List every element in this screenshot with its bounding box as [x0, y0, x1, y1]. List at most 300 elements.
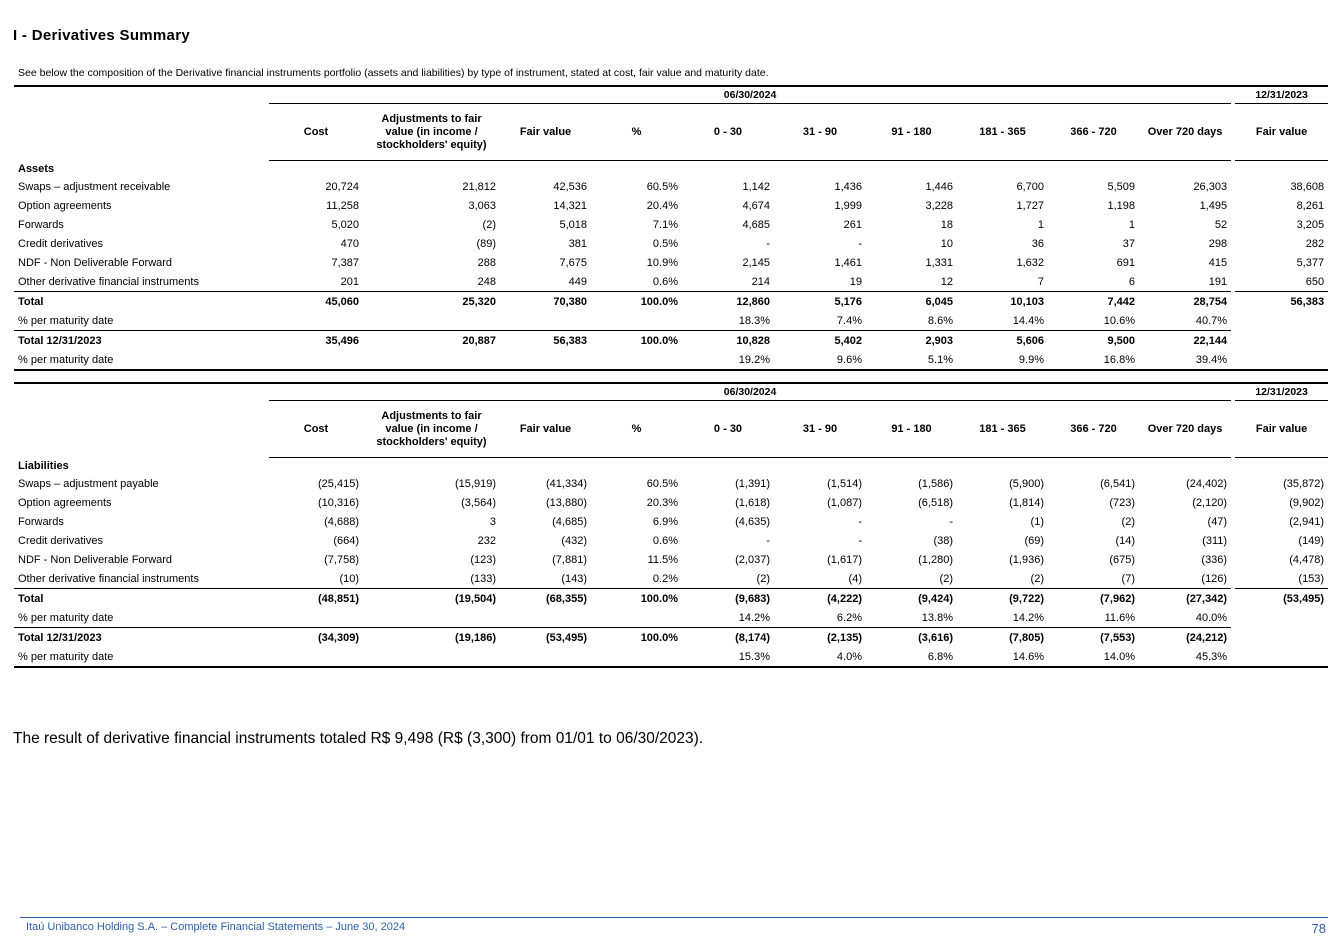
row-label: NDF - Non Deliverable Forward: [18, 553, 173, 566]
maturity-366-720-cell: 6: [1128, 275, 1135, 288]
maturity-366-720-header: 366 - 720: [1048, 104, 1139, 161]
adjustments-cell: [363, 350, 500, 370]
percent-cell: 60.5%: [646, 477, 678, 490]
maturity-366-720-cell: 691: [1116, 256, 1135, 269]
cost-cell: 5,020: [331, 218, 359, 231]
maturity-366-720-cell: 14.0%: [1103, 650, 1135, 663]
maturity-0-30-cell: 4,685: [742, 218, 770, 231]
period-current-header: 06/30/2024: [269, 86, 1231, 104]
row-label: Swaps – adjustment payable: [18, 477, 159, 490]
maturity-0-30-cell: 4,674: [742, 199, 770, 212]
fair-value-prior-cell: 8,261: [1296, 199, 1325, 212]
fair-value-cell: [500, 350, 591, 370]
fair-value-cell: 56,383: [500, 331, 591, 351]
cost-cell: 45,060: [269, 292, 363, 312]
maturity-181-365-cell: 14.2%: [1012, 611, 1044, 624]
pct-maturity-prior-row: [14, 350, 1328, 370]
pct-maturity-row: [14, 608, 1328, 628]
maturity-91-180-cell: (1,586): [918, 477, 953, 490]
maturity-91-180-cell: (6,518): [918, 496, 953, 509]
fair-value-prior-cell: (2,941): [1289, 515, 1325, 528]
percent-cell: 6.9%: [652, 515, 678, 528]
fair-value-prior-cell: 38,608: [1290, 180, 1325, 193]
adjustments-cell: 248: [477, 275, 496, 288]
maturity-over-720-cell: (24,402): [1186, 477, 1228, 490]
maturity-0-30-cell: -: [766, 237, 770, 250]
cost-header: Cost: [269, 104, 363, 161]
pct-maturity-prior-row: [14, 647, 1328, 667]
maturity-over-720-cell: 40.7%: [1195, 314, 1228, 327]
total-row: [14, 589, 1328, 609]
fair-value-prior-cell: [1235, 628, 1328, 648]
blank-cell: [14, 383, 269, 401]
adjustments-cell: (15,919): [455, 477, 496, 490]
fair-value-cell: 14,321: [553, 199, 587, 212]
row-label: Total: [14, 589, 269, 609]
maturity-91-180-cell: 3,228: [925, 199, 953, 212]
fair-value-header: Fair value: [500, 104, 591, 161]
period-header-row: [14, 86, 1328, 104]
maturity-0-30-cell: (8,174): [682, 628, 774, 648]
maturity-181-365-cell: 36: [1031, 237, 1044, 250]
maturity-31-90-cell: 1,436: [834, 180, 862, 193]
adjustments-header: Adjustments to fair value (in income / stockholders' equity): [363, 104, 500, 161]
period-prior-header: 12/31/2023: [1235, 383, 1328, 401]
maturity-over-720-cell: (126): [1201, 572, 1228, 585]
liabilities-table: [14, 382, 1328, 668]
pct-maturity-row: [14, 311, 1328, 331]
cost-cell: 470: [340, 237, 359, 250]
fair-value-prior-cell: 5,377: [1296, 256, 1325, 269]
fair-value-cell: (7,881): [552, 553, 587, 566]
table-row: [14, 474, 1328, 493]
maturity-91-180-cell: 2,903: [866, 331, 957, 351]
maturity-181-365-cell: 14.4%: [1012, 314, 1044, 327]
maturity-over-720-cell: (336): [1201, 553, 1228, 566]
percent-cell: 100.0%: [591, 628, 682, 648]
footer-divider: [20, 917, 1328, 918]
table-row: [14, 177, 1328, 196]
adjustments-cell: (89): [476, 237, 496, 250]
maturity-31-90-cell: 7.4%: [836, 314, 862, 327]
row-label: Option agreements: [18, 199, 112, 212]
adjustments-cell: 288: [477, 256, 496, 269]
fair-value-cell: (53,495): [500, 628, 591, 648]
page-number: 78: [1311, 921, 1326, 936]
cost-header: Cost: [269, 401, 363, 458]
maturity-181-365-cell: (7,805): [957, 628, 1048, 648]
adjustments-cell: (133): [470, 572, 496, 585]
row-label: % per maturity date: [18, 650, 114, 663]
maturity-over-720-header: Over 720 days: [1139, 104, 1231, 161]
maturity-91-180-cell: (1,280): [918, 553, 953, 566]
maturity-91-180-cell: -: [949, 515, 953, 528]
maturity-181-365-cell: 1,632: [1016, 256, 1044, 269]
maturity-over-720-cell: 45.3%: [1195, 650, 1228, 663]
maturity-91-180-cell: 12: [940, 275, 953, 288]
row-label: Total 12/31/2023: [14, 628, 269, 648]
section-label: Liabilities: [18, 460, 69, 472]
maturity-91-180-cell: 1,446: [925, 180, 953, 193]
percent-cell: 100.0%: [591, 589, 682, 609]
period-current-header: 06/30/2024: [269, 383, 1231, 401]
percent-cell: [591, 647, 682, 667]
maturity-31-90-header: 31 - 90: [774, 401, 866, 458]
row-label: Credit derivatives: [18, 534, 103, 547]
row-label: Other derivative financial instruments: [18, 275, 199, 288]
fair-value-prior-cell: [1235, 608, 1328, 628]
maturity-over-720-cell: 28,754: [1139, 292, 1231, 312]
table-row: [14, 531, 1328, 550]
percent-cell: 0.6%: [652, 275, 678, 288]
adjustments-cell: (3,564): [461, 496, 496, 509]
blank-cell: [14, 401, 269, 458]
adjustments-cell: 25,320: [363, 292, 500, 312]
fair-value-prior-cell: (4,478): [1289, 553, 1325, 566]
maturity-over-720-cell: 39.4%: [1195, 353, 1228, 366]
cost-cell: (664): [333, 534, 359, 547]
fair-value-prior-cell: (35,872): [1283, 477, 1325, 490]
maturity-366-720-cell: (2): [1121, 515, 1135, 528]
fair-value-cell: 7,675: [559, 256, 587, 269]
fair-value-prior-cell: (153): [1298, 572, 1325, 585]
maturity-0-30-cell: -: [766, 534, 770, 547]
maturity-366-720-cell: 11.6%: [1104, 611, 1135, 624]
maturity-31-90-cell: 5,176: [774, 292, 866, 312]
maturity-over-720-cell: 298: [1208, 237, 1228, 250]
maturity-181-365-cell: (1,814): [1009, 496, 1044, 509]
row-label: % per maturity date: [18, 314, 114, 327]
cost-cell: [269, 350, 363, 370]
blank-cell: [14, 86, 269, 104]
adjustments-cell: (19,504): [363, 589, 500, 609]
footer-company: Itaú Unibanco Holding S.A. – Complete Financial Statements – June 30, 2024: [26, 921, 406, 933]
maturity-181-365-cell: 10,103: [957, 292, 1048, 312]
cost-cell: 35,496: [269, 331, 363, 351]
maturity-0-30-cell: 1,142: [742, 180, 770, 193]
row-label: Total 12/31/2023: [14, 331, 269, 351]
fair-value-cell: 70,380: [500, 292, 591, 312]
section-label-row: [14, 458, 1328, 475]
maturity-91-180-header: 91 - 180: [866, 104, 957, 161]
maturity-0-30-cell: 2,145: [742, 256, 770, 269]
percent-cell: 20.3%: [646, 496, 678, 509]
maturity-181-365-cell: (1): [1030, 515, 1044, 528]
maturity-91-180-cell: (38): [933, 534, 953, 547]
maturity-91-180-cell: 8.6%: [927, 314, 953, 327]
maturity-31-90-cell: 19: [849, 275, 862, 288]
column-header-row: [14, 104, 1328, 161]
maturity-31-90-cell: -: [858, 534, 862, 547]
adjustments-cell: 232: [477, 534, 496, 547]
maturity-181-365-header: 181 - 365: [957, 104, 1048, 161]
percent-cell: 100.0%: [591, 331, 682, 351]
fair-value-prior-cell: (9,902): [1289, 496, 1325, 509]
maturity-91-180-cell: 10: [940, 237, 953, 250]
fair-value-prior-cell: 282: [1305, 237, 1325, 250]
table-row: [14, 569, 1328, 589]
maturity-91-180-cell: (9,424): [866, 589, 957, 609]
maturity-0-30-cell: 214: [751, 275, 770, 288]
maturity-366-720-cell: (675): [1109, 553, 1135, 566]
table-row: [14, 196, 1328, 215]
maturity-91-180-cell: 13.8%: [921, 611, 953, 624]
fair-value-prior-cell: [1235, 350, 1328, 370]
row-label: Other derivative financial instruments: [18, 572, 199, 585]
fair-value-cell: [500, 608, 591, 628]
period-prior-header: 12/31/2023: [1235, 86, 1328, 104]
percent-cell: 11.5%: [647, 553, 678, 566]
fair-value-cell: 381: [568, 237, 587, 250]
adjustments-cell: [363, 647, 500, 667]
section-label: Assets: [18, 163, 55, 175]
result-text: The result of derivative financial instruments totaled R$ 9,498 (R$ (3,300) from 01/01 to 06/30/2023).: [13, 730, 704, 747]
maturity-31-90-cell: (2,135): [774, 628, 866, 648]
maturity-31-90-cell: 261: [843, 218, 862, 231]
percent-cell: [591, 311, 682, 331]
fair-value-prior-cell: [1235, 311, 1328, 331]
maturity-91-180-cell: 6.8%: [927, 650, 953, 663]
maturity-181-365-cell: 9.9%: [1018, 353, 1044, 366]
adjustments-cell: [363, 608, 500, 628]
cost-cell: 201: [340, 275, 359, 288]
fair-value-cell: 42,536: [553, 180, 587, 193]
percent-cell: 0.5%: [652, 237, 678, 250]
fair-value-cell: 449: [568, 275, 587, 288]
maturity-31-90-cell: 1,999: [834, 199, 862, 212]
cost-cell: (48,851): [269, 589, 363, 609]
cost-cell: (4,688): [324, 515, 359, 528]
maturity-91-180-cell: (2): [939, 572, 953, 585]
adjustments-cell: 3: [489, 515, 496, 528]
percent-cell: [591, 350, 682, 370]
maturity-31-90-cell: 5,402: [774, 331, 866, 351]
maturity-over-720-cell: (2,120): [1192, 496, 1228, 509]
table-row: [14, 234, 1328, 253]
percent-cell: 0.2%: [652, 572, 678, 585]
percent-cell: 0.6%: [652, 534, 678, 547]
maturity-31-90-cell: (4,222): [774, 589, 866, 609]
maturity-181-365-header: 181 - 365: [957, 401, 1048, 458]
maturity-366-720-cell: (7,553): [1048, 628, 1139, 648]
maturity-31-90-cell: -: [858, 237, 862, 250]
maturity-31-90-header: 31 - 90: [774, 104, 866, 161]
table-row: [14, 253, 1328, 272]
maturity-0-30-cell: (4,635): [735, 515, 770, 528]
adjustments-cell: 21,812: [462, 180, 496, 193]
maturity-366-720-cell: 5,509: [1107, 180, 1135, 193]
fair-value-cell: [500, 647, 591, 667]
fair-value-cell: 5,018: [559, 218, 587, 231]
maturity-91-180-cell: 5.1%: [927, 353, 953, 366]
cost-cell: (34,309): [269, 628, 363, 648]
maturity-181-365-cell: 5,606: [957, 331, 1048, 351]
fair-value-cell: (4,685): [552, 515, 587, 528]
maturity-0-30-cell: 10,828: [682, 331, 774, 351]
row-label: Option agreements: [18, 496, 112, 509]
fair-value-prior-cell: 56,383: [1235, 292, 1328, 312]
maturity-0-30-cell: (1,391): [735, 477, 770, 490]
maturity-31-90-cell: 6.2%: [836, 611, 862, 624]
fair-value-prior-cell: (149): [1298, 534, 1325, 547]
maturity-91-180-cell: (3,616): [866, 628, 957, 648]
maturity-181-365-cell: 14.6%: [1012, 650, 1044, 663]
percent-header: %: [591, 401, 682, 458]
total-prior-row: [14, 331, 1328, 351]
fair-value-cell: (432): [561, 534, 587, 547]
fair-value-prior-cell: [1235, 331, 1328, 351]
fair-value-cell: [500, 311, 591, 331]
maturity-over-720-cell: (47): [1207, 515, 1228, 528]
maturity-366-720-cell: (7,962): [1048, 589, 1139, 609]
cost-cell: 11,258: [326, 199, 359, 212]
fair-value-cell: (143): [561, 572, 587, 585]
period-header-row: [14, 383, 1328, 401]
adjustments-header: Adjustments to fair value (in income / stockholders' equity): [363, 401, 500, 458]
cost-cell: 20,724: [325, 180, 359, 193]
maturity-0-30-cell: 19.2%: [738, 353, 770, 366]
fair-value-header: Fair value: [500, 401, 591, 458]
maturity-over-720-cell: (24,212): [1139, 628, 1231, 648]
maturity-91-180-header: 91 - 180: [866, 401, 957, 458]
maturity-31-90-cell: 4.0%: [836, 650, 862, 663]
cost-cell: (7,758): [324, 553, 359, 566]
percent-cell: 60.5%: [646, 180, 678, 193]
maturity-366-720-cell: 37: [1122, 237, 1135, 250]
maturity-over-720-cell: (27,342): [1139, 589, 1231, 609]
cost-cell: (10): [339, 572, 359, 585]
cost-cell: (10,316): [318, 496, 359, 509]
percent-cell: 7.1%: [652, 218, 678, 231]
section-label-row: [14, 161, 1328, 178]
percent-cell: 100.0%: [591, 292, 682, 312]
percent-header: %: [591, 104, 682, 161]
maturity-31-90-cell: 1,461: [834, 256, 862, 269]
maturity-0-30-cell: (9,683): [682, 589, 774, 609]
fair-value-prior-cell: 650: [1305, 275, 1325, 288]
maturity-over-720-cell: (311): [1202, 534, 1228, 547]
page-title: I - Derivatives Summary: [13, 27, 190, 44]
row-label: Credit derivatives: [18, 237, 103, 250]
maturity-0-30-header: 0 - 30: [682, 401, 774, 458]
maturity-366-720-cell: (723): [1109, 496, 1135, 509]
table-row: [14, 493, 1328, 512]
maturity-0-30-cell: (2,037): [735, 553, 770, 566]
maturity-366-720-cell: 9,500: [1048, 331, 1139, 351]
maturity-366-720-cell: 1,198: [1107, 199, 1135, 212]
maturity-181-365-cell: 1,727: [1016, 199, 1044, 212]
maturity-0-30-cell: (2): [756, 572, 770, 585]
row-label: Forwards: [18, 218, 64, 231]
fair-value-prior-cell: 3,205: [1296, 218, 1325, 231]
maturity-over-720-cell: 52: [1214, 218, 1228, 231]
maturity-31-90-cell: (1,087): [827, 496, 862, 509]
row-label: % per maturity date: [18, 611, 114, 624]
maturity-over-720-cell: 1,495: [1199, 199, 1228, 212]
row-label: Forwards: [18, 515, 64, 528]
maturity-over-720-cell: 22,144: [1139, 331, 1231, 351]
fair-value-cell: (41,334): [546, 477, 587, 490]
row-label: NDF - Non Deliverable Forward: [18, 256, 173, 269]
blank-cell: [14, 104, 269, 161]
maturity-366-720-cell: 10.6%: [1103, 314, 1135, 327]
adjustments-cell: 20,887: [363, 331, 500, 351]
cost-cell: [269, 647, 363, 667]
row-label: % per maturity date: [18, 353, 114, 366]
table-row: [14, 512, 1328, 531]
adjustments-cell: (19,186): [363, 628, 500, 648]
maturity-over-720-cell: 415: [1208, 256, 1228, 269]
maturity-91-180-cell: 6,045: [866, 292, 957, 312]
maturity-31-90-cell: 9.6%: [836, 353, 862, 366]
intro-text: See below the composition of the Derivative financial instruments portfolio (assets and liabilities) by type of instrument, stated at cost, fair value and maturity date.: [18, 67, 769, 79]
fair-value-prior-cell: (53,495): [1235, 589, 1328, 609]
table-row: [14, 272, 1328, 292]
percent-cell: 10.9%: [646, 256, 678, 269]
maturity-181-365-cell: (5,900): [1009, 477, 1044, 490]
assets-table: [14, 85, 1328, 371]
percent-cell: 20.4%: [646, 199, 678, 212]
fair-value-cell: (13,880): [546, 496, 587, 509]
maturity-181-365-cell: (69): [1024, 534, 1044, 547]
maturity-181-365-cell: (9,722): [957, 589, 1048, 609]
cost-cell: [269, 311, 363, 331]
maturity-91-180-cell: 1,331: [925, 256, 953, 269]
maturity-over-720-cell: 26,303: [1193, 180, 1228, 193]
maturity-31-90-cell: (1,514): [827, 477, 862, 490]
maturity-over-720-header: Over 720 days: [1139, 401, 1231, 458]
maturity-181-365-cell: 1: [1037, 218, 1044, 231]
maturity-181-365-cell: 6,700: [1016, 180, 1044, 193]
fair-value-prior-cell: [1235, 647, 1328, 667]
fair-value-prior-header: Fair value: [1235, 401, 1328, 458]
row-label: Swaps – adjustment receivable: [18, 180, 171, 193]
fair-value-cell: (68,355): [500, 589, 591, 609]
fair-value-prior-header: Fair value: [1235, 104, 1328, 161]
maturity-0-30-header: 0 - 30: [682, 104, 774, 161]
maturity-181-365-cell: (1,936): [1009, 553, 1044, 566]
maturity-366-720-cell: (6,541): [1100, 477, 1135, 490]
maturity-181-365-cell: (2): [1030, 572, 1044, 585]
maturity-366-720-header: 366 - 720: [1048, 401, 1139, 458]
adjustments-cell: (123): [470, 553, 496, 566]
row-label: Total: [14, 292, 269, 312]
maturity-0-30-cell: 12,860: [682, 292, 774, 312]
percent-cell: [591, 608, 682, 628]
maturity-31-90-cell: (1,617): [827, 553, 862, 566]
maturity-181-365-cell: 7: [1037, 275, 1044, 288]
maturity-31-90-cell: -: [858, 515, 862, 528]
cost-cell: (25,415): [318, 477, 359, 490]
adjustments-cell: [363, 311, 500, 331]
maturity-over-720-cell: 40.0%: [1195, 611, 1228, 624]
maturity-366-720-cell: 16.8%: [1103, 353, 1135, 366]
cost-cell: [269, 608, 363, 628]
maturity-91-180-cell: 18: [940, 218, 953, 231]
maturity-0-30-cell: 14.2%: [738, 611, 770, 624]
maturity-366-720-cell: (7): [1121, 572, 1135, 585]
maturity-0-30-cell: (1,618): [735, 496, 770, 509]
maturity-366-720-cell: (14): [1115, 534, 1135, 547]
cost-cell: 7,387: [331, 256, 359, 269]
adjustments-cell: (2): [482, 218, 496, 231]
maturity-0-30-cell: 18.3%: [738, 314, 770, 327]
total-row: [14, 292, 1328, 312]
maturity-0-30-cell: 15.3%: [738, 650, 770, 663]
adjustments-cell: 3,063: [468, 199, 496, 212]
maturity-366-720-cell: 1: [1128, 218, 1135, 231]
table-row: [14, 215, 1328, 234]
